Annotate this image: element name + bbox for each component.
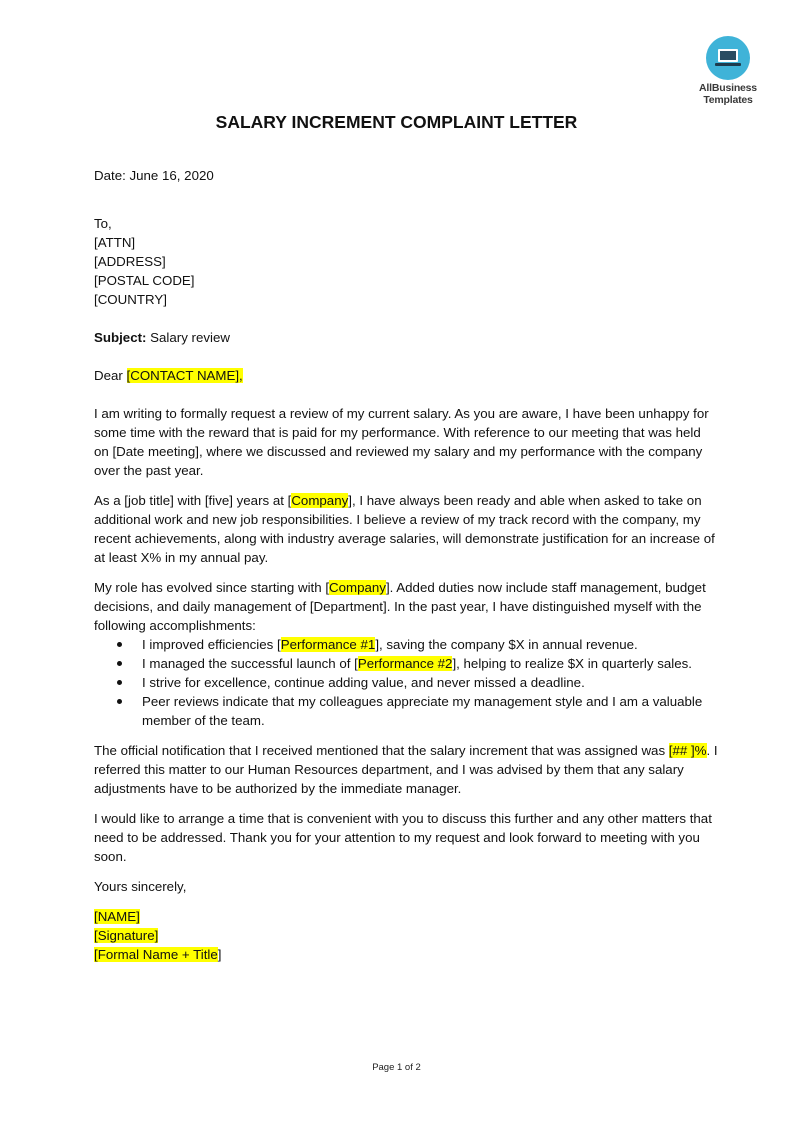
address-line: [COUNTRY] [94,292,167,307]
paragraph-5: I would like to arrange a time that is convenient with you to discuss this further and any other matters that need to be addressed. Thank you for your attention to my request and look forward to meeting with you soon. [94,811,712,864]
logo-line-1: AllBusiness [699,82,757,94]
list-item: I managed the successful launch of [Performance #2], helping to realize $X in quarterly sales. [142,654,719,673]
name-placeholder: [NAME] [94,909,140,924]
address-line: [ADDRESS] [94,254,166,269]
greeting [94,366,719,385]
list-item: I improved efficiencies [Performance #1], saving the company $X in annual revenue. [142,635,719,654]
list-item: Peer reviews indicate that my colleagues appreciate my management style and I am a valuable member of the team. [142,692,719,730]
closing: Yours sincerely, [94,879,187,894]
address-line: To, [94,216,112,231]
laptop-icon [713,47,743,69]
formal-name-placeholder: [Formal Name + Title [94,947,218,962]
subject-label: Subject: [94,330,147,345]
greeting-prefix: Dear [94,368,127,383]
list-item: I strive for excellence, continue adding value, and never missed a deadline. [142,673,719,692]
signature-placeholder: [Signature] [94,928,159,943]
letter-title: SALARY INCREMENT COMPLAINT LETTER [215,112,578,132]
performance-placeholder: Performance #1 [280,637,376,652]
paragraph-1: I am writing to formally request a review of my current salary. As you are aware, I have been unhappy for some time with the reward that is paid for my performance. With reference to our meeting that was held on [Date meeting], where we discussed and reviewed my salary and my performance with the company over the past year. [94,406,709,478]
subject-text: Salary review [146,330,230,345]
p2-before: As a [job title] with [five] years at [ [94,493,292,508]
logo-text [692,82,764,106]
page-number: Page 1 of 2 [372,1062,421,1073]
p3-after: ]. Added duties now include staff management, budget decisions, and daily management of [Department]. In the past year, I have distinguished myself with the following accomplishments: [94,580,706,633]
performance-placeholder: Performance #2 [357,656,453,671]
paragraph-3 [94,578,719,635]
accomplishments-list [94,635,719,730]
p4-before: The official notification that I received mentioned that the salary increment that was assigned was [94,743,669,758]
logo-badge [706,36,750,80]
letter-body [94,166,719,964]
paragraph-2 [94,491,719,567]
company-placeholder: Company [329,580,386,595]
address-line: [POSTAL CODE] [94,273,195,288]
p4-after: . I referred this matter to our Human Resources department, and I was advised by them that any salary adjustments have to be authorized by the immediate manager. [94,743,718,796]
logo-line-2: Templates [703,94,753,106]
letter-date: Date: June 16, 2020 [94,168,214,183]
address-line: [ATTN] [94,235,136,250]
recipient-address [94,214,719,309]
company-logo [692,36,764,106]
percent-placeholder: [## ]% [668,743,707,758]
p2-after: ], I have always been ready and able when asked to take on additional work and new job responsibilities. I believe a review of my track record with the company, my recent achievements, along with industry average salaries, will demonstrate justification for an increase of at least X% in my annual pay. [94,493,715,565]
company-placeholder: Company [291,493,349,508]
subject-line [94,328,719,347]
formal-name-bracket: ] [217,947,222,962]
paragraph-4 [94,741,719,798]
signature-block [94,907,719,964]
p3-before: My role has evolved since starting with [ [94,580,330,595]
contact-name-placeholder: [CONTACT NAME], [126,368,243,383]
